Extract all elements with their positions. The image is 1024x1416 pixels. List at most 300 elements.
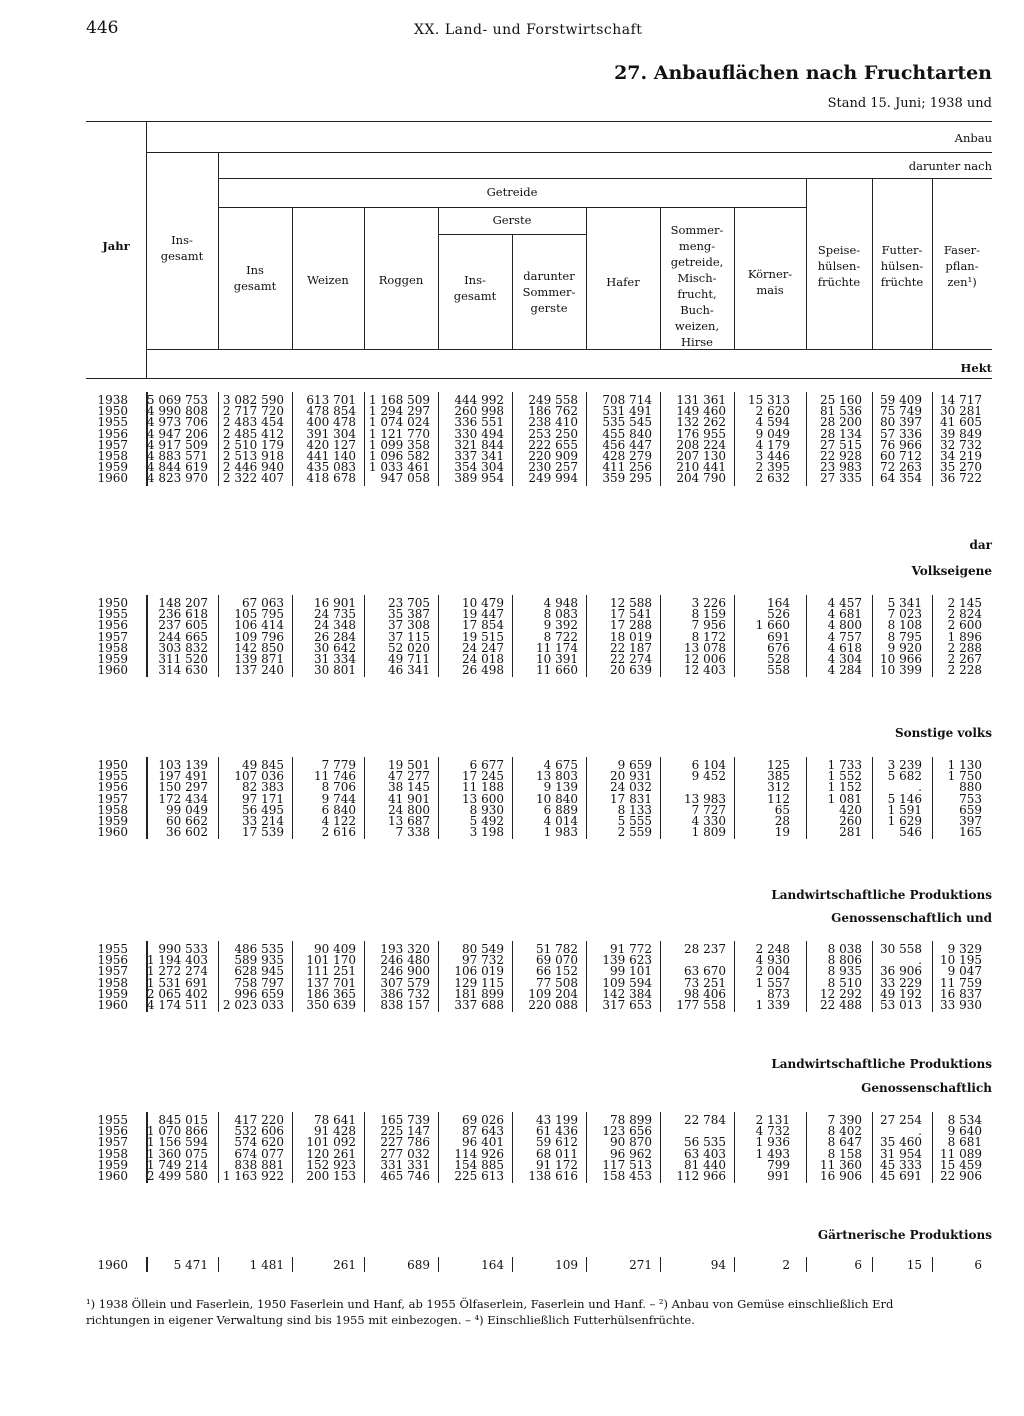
- table-cell: 3 198: [469, 825, 504, 840]
- row-year: 1955: [97, 607, 128, 622]
- table-cell: 4 732: [755, 1124, 790, 1139]
- table-cell: 99 101: [610, 964, 652, 979]
- row-year: 1956: [97, 618, 128, 633]
- row-year: 1958: [97, 1146, 128, 1161]
- table-cell: 4 457: [827, 596, 862, 610]
- table-cell: 455 840: [602, 426, 652, 441]
- table-cell: 66 152: [536, 964, 578, 979]
- table-cell: 41 901: [388, 791, 430, 806]
- table-cell: 2 446 940: [222, 460, 284, 475]
- header-insgesamt: Ins- gesamt: [160, 233, 204, 263]
- table-cell: 312: [767, 780, 790, 795]
- header-faserpflanzen: Faser- pflan- zen¹): [943, 243, 981, 289]
- table-cell: 73 251: [684, 975, 726, 990]
- table-cell: 154 885: [454, 1157, 504, 1172]
- table-cell: 4 174 511: [146, 998, 208, 1012]
- header-roggen: Roggen: [378, 273, 424, 287]
- table-cell: 676: [767, 640, 790, 655]
- table-cell: 186 762: [528, 404, 578, 419]
- table-cell: 758 797: [234, 975, 284, 990]
- table-cell: 4 179: [755, 437, 790, 452]
- table-subtitle: Stand 15. Juni; 1938 und: [827, 96, 992, 111]
- table-cell: 227 786: [380, 1135, 430, 1150]
- header-unit: Hekt: [960, 361, 992, 375]
- table-cell: 4 823 970: [146, 471, 208, 486]
- table-cell: 2 499 580: [146, 1169, 208, 1183]
- table-cell: 11 660: [536, 663, 578, 678]
- table-cell: 277 032: [380, 1146, 430, 1161]
- table-cell: 49 845: [242, 758, 284, 772]
- table-cell: 546: [899, 825, 922, 840]
- table-cell: 22 187: [610, 640, 652, 655]
- table-cell: 28: [774, 814, 790, 828]
- table-cell: 838 881: [234, 1157, 284, 1172]
- row-year: 1959: [97, 986, 128, 1001]
- table-cell: 1 099 358: [368, 437, 430, 452]
- table-cell: 659: [959, 802, 982, 817]
- table-cell: 101 092: [306, 1135, 356, 1150]
- table-cell: 2 023 033: [222, 998, 284, 1012]
- table-cell: 307 579: [380, 975, 430, 990]
- table-cell: 799: [767, 1157, 790, 1172]
- table-cell: 37 308: [388, 618, 430, 633]
- table-cell: 4 014: [543, 814, 578, 828]
- section-subtitle: Genossenschaftlich: [861, 1081, 992, 1095]
- table-cell: 16 901: [314, 596, 356, 610]
- table-cell: 8 038: [827, 942, 862, 956]
- section-title: Landwirtschaftliche Produktions: [771, 888, 992, 902]
- table-cell: 311 520: [158, 652, 208, 666]
- table-cell: 6 677: [469, 758, 504, 772]
- table-cell: 142 384: [602, 986, 652, 1001]
- table-cell: 25 160: [820, 393, 862, 407]
- table-cell: 22 928: [820, 449, 862, 463]
- table-cell: 10 840: [536, 791, 578, 806]
- table-cell: 65: [774, 802, 790, 817]
- table-cell: 17 541: [610, 607, 652, 622]
- table-cell: 172 434: [158, 791, 208, 806]
- rule-unit: [146, 349, 992, 350]
- table-cell: 2 131: [755, 1113, 790, 1127]
- table-cell: 1 896: [947, 629, 982, 644]
- row-year: 1959: [97, 814, 128, 828]
- table-cell: 4 883 571: [146, 449, 208, 463]
- table-cell: 76 966: [880, 437, 922, 452]
- table-cell: 222 655: [528, 437, 578, 452]
- row-year: 1955: [97, 1113, 128, 1127]
- table-cell: 39 849: [940, 426, 982, 441]
- table-cell: 132 262: [676, 415, 726, 430]
- table-cell: 8 935: [827, 964, 862, 979]
- table-cell: 80 397: [880, 415, 922, 430]
- table-cell: 478 854: [306, 404, 356, 419]
- table-cell: 2 632: [755, 471, 790, 486]
- vline: [218, 152, 219, 349]
- table-cell: 9 920: [887, 640, 922, 655]
- table-cell: 558: [767, 663, 790, 678]
- table-cell: 8 108: [887, 618, 922, 633]
- footnotes: [86, 1296, 1016, 1328]
- row-year: 1950: [97, 758, 128, 772]
- footnote-line: ¹) 1938 Öllein und Faserlein, 1950 Faserlein und Hanf, ab 1955 Ölfaserlein, Faserlein und Hanf. – ²) Anbau von Gemüse einschließlich Erd: [86, 1297, 894, 1311]
- table-cell: 120 261: [306, 1146, 356, 1161]
- table-cell: 24 032: [610, 780, 652, 795]
- table-cell: 321 844: [454, 437, 504, 452]
- row-year: 1956: [97, 780, 128, 795]
- table-cell: 28 237: [684, 942, 726, 956]
- row-year: 1957: [97, 1135, 128, 1150]
- table-cell: 9 139: [543, 780, 578, 795]
- rule-darunter: [218, 178, 992, 179]
- table-cell: 1 493: [755, 1146, 790, 1161]
- table-cell: 33 229: [880, 975, 922, 990]
- table-cell: 330 494: [454, 426, 504, 441]
- table-cell: 22 906: [940, 1169, 982, 1183]
- table-cell: 574 620: [234, 1135, 284, 1150]
- header-darunter-nach: darunter nach: [908, 159, 992, 173]
- table-cell: 18 019: [610, 629, 652, 644]
- table-cell: 78 899: [610, 1113, 652, 1127]
- table-cell: 5 555: [617, 814, 652, 828]
- table-cell: 129 115: [454, 975, 504, 990]
- table-cell: 4 618: [827, 640, 862, 655]
- table-cell: 246 900: [380, 964, 430, 979]
- table-cell: 59 409: [880, 393, 922, 407]
- table-cell: 2 322 407: [222, 471, 284, 486]
- table-cell: 354 304: [454, 460, 504, 475]
- table-cell: 873: [767, 986, 790, 1001]
- rule-anbau: [146, 152, 992, 153]
- table-cell: 9 640: [947, 1124, 982, 1139]
- table-cell: 1 156 594: [146, 1135, 208, 1150]
- table-cell: 2 483 454: [222, 415, 284, 430]
- table-cell: 87 643: [462, 1124, 504, 1139]
- table-cell: 33 930: [940, 998, 982, 1012]
- table-cell: 2 145: [947, 596, 982, 610]
- table-cell: 880: [959, 780, 982, 795]
- table-cell: 8 647: [827, 1135, 862, 1150]
- table-cell: 20 931: [610, 769, 652, 784]
- table-cell: 9 744: [321, 791, 356, 806]
- table-cell: 210 441: [676, 460, 726, 475]
- table-cell: 225 613: [454, 1169, 504, 1183]
- table-cell: 947 058: [380, 471, 430, 486]
- table-cell: 98 406: [684, 986, 726, 1001]
- table-cell: 1 552: [827, 769, 862, 784]
- table-cell: 106 414: [234, 618, 284, 633]
- table-cell: 80 549: [462, 942, 504, 956]
- table-cell: 11 174: [536, 640, 578, 655]
- table-cell: 13 983: [684, 791, 726, 806]
- table-row: [0, 663, 1024, 676]
- table-cell: 10 399: [880, 663, 922, 678]
- table-cell: 1 339: [755, 998, 790, 1012]
- table-cell: 4 948: [543, 596, 578, 610]
- table-cell: 260 998: [454, 404, 504, 419]
- table-cell: 28 200: [820, 415, 862, 430]
- table-cell: 19 447: [462, 607, 504, 622]
- table-cell: 4 844 619: [146, 460, 208, 475]
- table-cell: 6 104: [691, 758, 726, 772]
- table-cell: 2 485 412: [222, 426, 284, 441]
- table-cell: 105 795: [234, 607, 284, 622]
- table-cell: 148 207: [158, 596, 208, 610]
- table-cell: 30 642: [314, 640, 356, 655]
- table-cell: 10 479: [462, 596, 504, 610]
- table-cell: 1 531 691: [146, 975, 208, 990]
- header-sommergerste: darunter Sommer- gerste: [522, 269, 576, 315]
- row-year: 1958: [97, 449, 128, 463]
- table-cell: 45 333: [880, 1157, 922, 1172]
- table-cell: 9 659: [617, 758, 652, 772]
- row-year: 1960: [97, 1258, 128, 1272]
- table-cell: 4 947 206: [146, 426, 208, 441]
- table-cell: 9 392: [543, 618, 578, 633]
- row-year: 1959: [97, 460, 128, 475]
- table-cell: 16 906: [820, 1169, 862, 1183]
- table-cell: 5 069 753: [146, 393, 208, 407]
- header-jahr: Jahr: [102, 239, 130, 253]
- table-cell: 64 354: [880, 471, 922, 486]
- table-cell: 57 336: [880, 426, 922, 441]
- table-cell: 125: [767, 758, 790, 772]
- table-cell: .: [918, 1124, 922, 1139]
- table-cell: 31 334: [314, 652, 356, 666]
- rule-top: [86, 121, 992, 122]
- table-cell: 17 854: [462, 618, 504, 633]
- table-cell: 1 481: [249, 1258, 284, 1272]
- table-cell: 8 534: [947, 1113, 982, 1127]
- table-cell: 2 288: [947, 640, 982, 655]
- table-cell: 253 250: [528, 426, 578, 441]
- table-cell: 456 447: [602, 437, 652, 452]
- table-cell: 8 706: [321, 780, 356, 795]
- table-cell: 531 491: [602, 404, 652, 419]
- table-cell: 12 403: [684, 663, 726, 678]
- table-cell: 19: [774, 825, 790, 840]
- table-cell: 13 803: [536, 769, 578, 784]
- table-cell: 197 491: [158, 769, 208, 784]
- table-cell: 186 365: [306, 986, 356, 1001]
- table-cell: 260: [839, 814, 862, 828]
- table-cell: 46 341: [388, 663, 430, 678]
- table-cell: 27 254: [880, 1113, 922, 1127]
- row-year: 1959: [97, 652, 128, 666]
- table-cell: 526: [767, 607, 790, 622]
- table-cell: 838 157: [380, 998, 430, 1012]
- table-cell: 9 047: [947, 964, 982, 979]
- table-cell: 49 192: [880, 986, 922, 1001]
- table-cell: 56 535: [684, 1135, 726, 1150]
- header-getreide-insgesamt: Ins gesamt: [233, 263, 277, 293]
- table-cell: 2 824: [947, 607, 982, 622]
- table-cell: 26 284: [314, 629, 356, 644]
- table-cell: 22 274: [610, 652, 652, 666]
- row-year: 1956: [97, 1124, 128, 1139]
- table-cell: 30 801: [314, 663, 356, 678]
- table-cell: 33 214: [242, 814, 284, 828]
- table-cell: 1 750: [947, 769, 982, 784]
- table-cell: 7 779: [321, 758, 356, 772]
- table-cell: 96 401: [462, 1135, 504, 1150]
- table-cell: 7 727: [691, 802, 726, 817]
- table-cell: 1 096 582: [368, 449, 430, 463]
- table-cell: 27 335: [820, 471, 862, 486]
- table-cell: 107 036: [234, 769, 284, 784]
- table-cell: 435 083: [306, 460, 356, 475]
- table-cell: 15: [906, 1258, 922, 1272]
- table-cell: 23 705: [388, 596, 430, 610]
- table-cell: 117 513: [602, 1157, 652, 1172]
- table-cell: 4 284: [827, 663, 862, 678]
- table-cell: 37 115: [388, 629, 430, 644]
- table-cell: 1 070 866: [146, 1124, 208, 1139]
- table-cell: 15 459: [940, 1157, 982, 1172]
- table-cell: 36 602: [166, 825, 208, 840]
- table-cell: 4 330: [691, 814, 726, 828]
- table-cell: 9 329: [947, 942, 982, 956]
- chapter-header: XX. Land- und Forstwirtschaft: [414, 22, 643, 38]
- footnote-line: richtungen in eigener Verwaltung sind bis 1955 mit einbezogen. – ⁴) Einschließlich Futterhülsenfrüchte.: [86, 1313, 695, 1327]
- table-cell: 391 304: [306, 426, 356, 441]
- table-cell: 386 732: [380, 986, 430, 1001]
- table-cell: 30 558: [880, 942, 922, 956]
- table-row: [0, 471, 1024, 484]
- table-cell: 68 011: [536, 1146, 578, 1161]
- header-sommermenggetreide: Sommer- meng- getreide, Misch- frucht, Buch- weizen, Hirse: [670, 223, 724, 349]
- table-cell: 36 906: [880, 964, 922, 979]
- table-cell: 97 732: [462, 953, 504, 968]
- table-cell: 99 049: [166, 802, 208, 817]
- table-cell: 81 536: [820, 404, 862, 419]
- table-cell: 359 295: [602, 471, 652, 486]
- table-cell: 158 453: [602, 1169, 652, 1183]
- table-row: [0, 1169, 1024, 1182]
- table-cell: 8 806: [827, 953, 862, 968]
- table-cell: 337 341: [454, 449, 504, 463]
- table-cell: 35 270: [940, 460, 982, 475]
- table-cell: 139 623: [602, 953, 652, 968]
- table-cell: 12 588: [610, 596, 652, 610]
- table-cell: 238 410: [528, 415, 578, 430]
- table-cell: 4 304: [827, 652, 862, 666]
- table-cell: 389 954: [454, 471, 504, 486]
- table-cell: 1 629: [887, 814, 922, 828]
- table-cell: 689: [407, 1258, 430, 1272]
- table-cell: 181 899: [454, 986, 504, 1001]
- table-cell: 131 361: [676, 393, 726, 407]
- table-cell: 56 495: [242, 802, 284, 817]
- table-cell: 137 240: [234, 663, 284, 678]
- table-cell: 1 809: [691, 825, 726, 840]
- table-cell: 418 678: [306, 471, 356, 486]
- row-year: 1956: [97, 426, 128, 441]
- row-year: 1957: [97, 791, 128, 806]
- table-cell: 17 831: [610, 791, 652, 806]
- table-cell: 11 746: [314, 769, 356, 784]
- table-cell: 10 391: [536, 652, 578, 666]
- row-year: 1955: [97, 942, 128, 956]
- table-cell: 8 172: [691, 629, 726, 644]
- table-cell: 6 889: [543, 802, 578, 817]
- table-cell: 91 428: [314, 1124, 356, 1139]
- table-cell: 8 159: [691, 607, 726, 622]
- rule-getreide: [218, 207, 806, 208]
- table-cell: 139 871: [234, 652, 284, 666]
- table-cell: 1 591: [887, 802, 922, 817]
- table-cell: 2 717 720: [222, 404, 284, 419]
- table-cell: 13 600: [462, 791, 504, 806]
- table-cell: 1 660: [755, 618, 790, 633]
- table-cell: 3 446: [755, 449, 790, 463]
- vline: [146, 121, 147, 378]
- header-speisehuelsen: Speise- hülsen- früchte: [817, 243, 861, 289]
- table-row: [0, 998, 1024, 1011]
- header-koernermais: Körner- mais: [747, 267, 793, 297]
- table-cell: 691: [767, 629, 790, 644]
- table-cell: 63 670: [684, 964, 726, 979]
- table-cell: 35 387: [388, 607, 430, 622]
- table-row: [0, 825, 1024, 838]
- table-cell: 112 966: [676, 1169, 726, 1183]
- table-cell: 82 383: [242, 780, 284, 795]
- table-cell: 112: [767, 791, 790, 806]
- table-cell: 208 224: [676, 437, 726, 452]
- table-cell: 845 015: [158, 1113, 208, 1127]
- table-cell: 428 279: [602, 449, 652, 463]
- table-cell: 336 551: [454, 415, 504, 430]
- table-cell: 17 539: [242, 825, 284, 840]
- table-cell: 5 682: [887, 769, 922, 784]
- table-cell: 303 832: [158, 640, 208, 655]
- table-cell: 24 018: [462, 652, 504, 666]
- table-cell: 11 759: [940, 975, 982, 990]
- header-gerste: Gerste: [492, 213, 532, 227]
- table-cell: 41 605: [940, 415, 982, 430]
- table-cell: 15 313: [748, 393, 790, 407]
- table-cell: 1 033 461: [368, 460, 430, 475]
- table-cell: 114 926: [454, 1146, 504, 1161]
- table-cell: 11 188: [462, 780, 504, 795]
- table-cell: 420 127: [306, 437, 356, 452]
- section-title: dar: [969, 538, 992, 552]
- table-cell: 532 606: [234, 1124, 284, 1139]
- table-cell: 43 199: [536, 1113, 578, 1127]
- table-cell: 123 656: [602, 1124, 652, 1139]
- table-cell: 35 460: [880, 1135, 922, 1150]
- table-cell: 177 558: [676, 998, 726, 1012]
- table-cell: 1 360 075: [146, 1146, 208, 1161]
- table-cell: 4 800: [827, 618, 862, 633]
- table-cell: 996 659: [234, 986, 284, 1001]
- header-hafer: Hafer: [606, 275, 640, 289]
- rule-header-bottom: [86, 378, 992, 379]
- table-cell: 51 782: [536, 942, 578, 956]
- table-cell: 7 023: [887, 607, 922, 622]
- table-cell: 149 460: [676, 404, 726, 419]
- table-cell: 32 732: [940, 437, 982, 452]
- table-cell: 11 360: [820, 1157, 862, 1172]
- table-cell: 63 403: [684, 1146, 726, 1161]
- table-cell: 7 390: [827, 1113, 862, 1127]
- table-cell: 417 220: [234, 1113, 284, 1127]
- table-cell: 249 994: [528, 471, 578, 486]
- table-cell: 8 795: [887, 629, 922, 644]
- table-cell: 9 452: [691, 769, 726, 784]
- row-year: 1958: [97, 640, 128, 655]
- table-cell: 24 735: [314, 607, 356, 622]
- table-cell: 5 492: [469, 814, 504, 828]
